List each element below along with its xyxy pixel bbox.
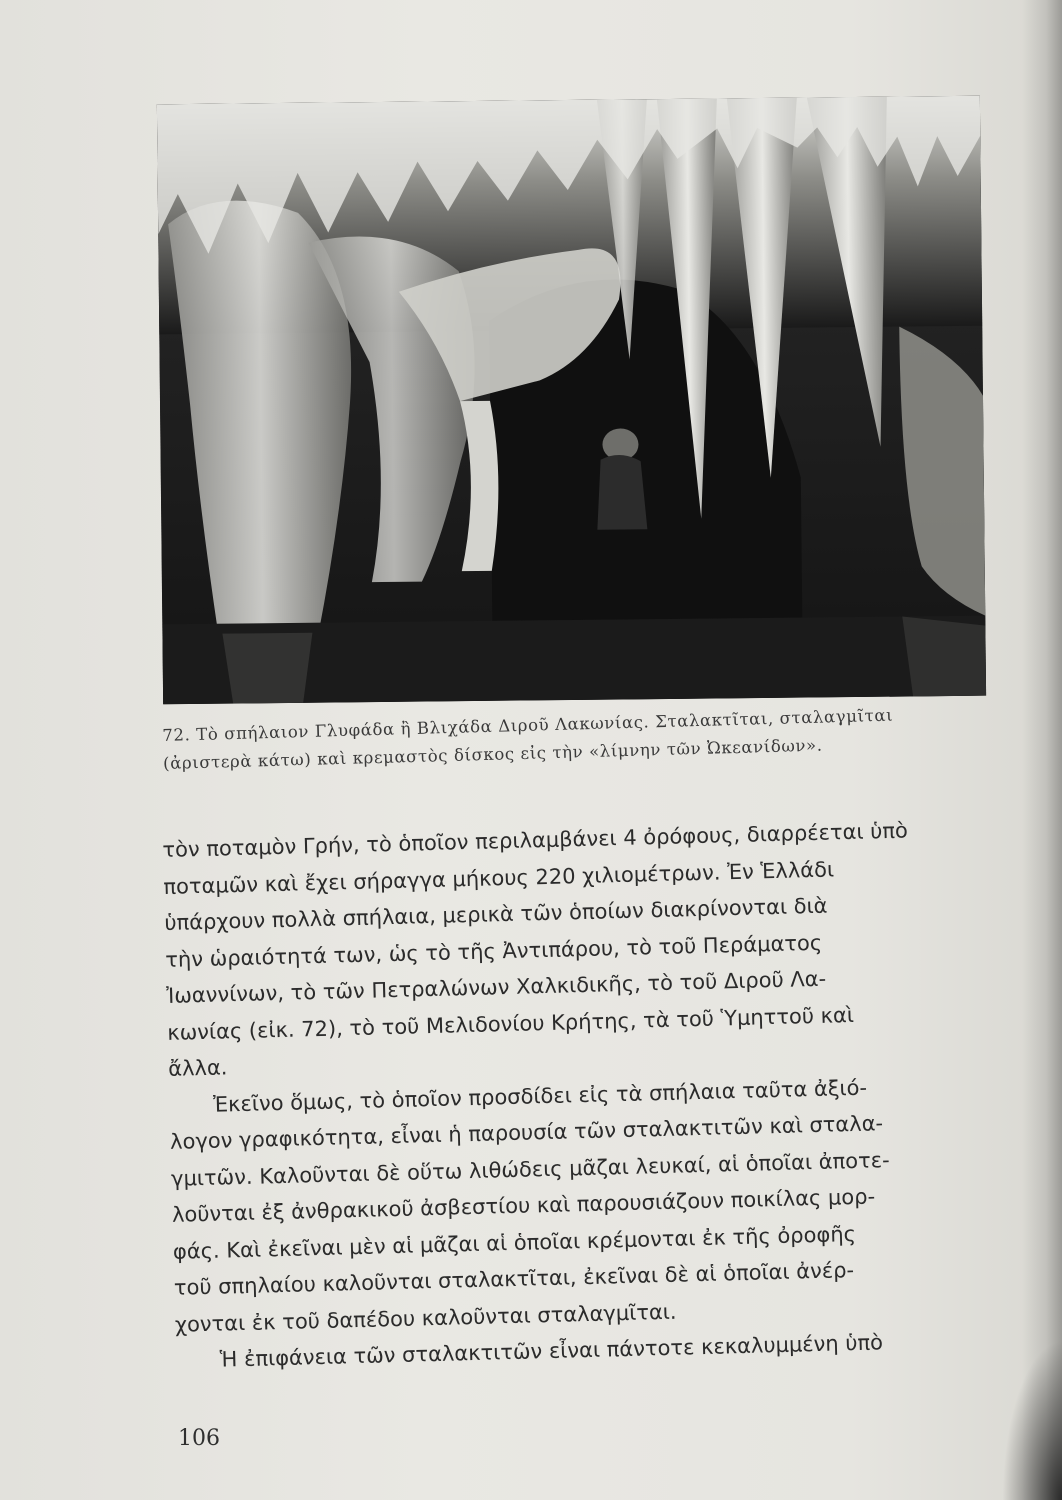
body-line: Ἐκεῖνο ὅμως, τὸ ὁποῖον προσδίδει εἰς τὰ σπήλαια ταῦτα ἀξιό-: [212, 1075, 868, 1117]
body-line: χονται ἐκ τοῦ δαπέδου καλοῦνται σταλαγμῖται.: [174, 1299, 677, 1337]
body-line: ἄλλα.: [167, 1055, 228, 1081]
body-line: τοῦ σπηλαίου καλοῦνται σταλακτῖται, ἐκεῖναι δὲ αἱ ὁποῖαι ἀνέρ-: [173, 1258, 855, 1300]
body-line: ὑπάρχουν πολλὰ σπήλαια, μερικὰ τῶν ὁποίων διακρίνονται διὰ: [164, 893, 828, 935]
cave-photo-figure: [157, 96, 986, 705]
caption-line: 72. Τὸ σπήλαιον Γλυφάδα ἢ Βλιχάδα Διροῦ Λακωνίας. Σταλακτῖται, σταλαγμῖται: [162, 705, 894, 745]
page-edge-shadow: [1022, 0, 1062, 1500]
body-line: τὸν ποταμὸν Γρήν, τὸ ὁποῖον περιλαμβάνει 4 ὀρόφους, διαρρέεται ὑπὸ: [162, 818, 909, 862]
body-line: κωνίας (εἰκ. 72), τὸ τοῦ Μελιδονίου Κρήτης, τὰ τοῦ Ὑμηττοῦ καὶ: [166, 1002, 855, 1045]
body-line: λοῦνται ἐξ ἀνθρακικοῦ ἀσβεστίου καὶ παρουσιάζουν ποικίλας μορ-: [171, 1184, 876, 1227]
figure-caption: [162, 699, 983, 778]
body-line: Ἡ ἐπιφάνεια τῶν σταλακτιτῶν εἶναι πάντοτε κεκαλυμμένη ὑπὸ: [219, 1330, 884, 1372]
body-line: λογον γραφικότητα, εἶναι ἡ παρουσία τῶν σταλακτιτῶν καὶ σταλα-: [169, 1111, 884, 1154]
page-number: 106: [178, 1426, 220, 1451]
body-line: Ἰωαννίνων, τὸ τῶν Πετραλώνων Χαλκιδικῆς, τὸ τοῦ Διροῦ Λα-: [165, 966, 827, 1008]
body-line: ποταμῶν καὶ ἔχει σήραγγα μήκους 220 χιλιομέτρων. Ἐν Ἑλλάδι: [163, 856, 835, 899]
cave-photo-icon: [157, 96, 986, 705]
corner-shadow: [1002, 1340, 1062, 1500]
body-text: [162, 810, 1006, 1379]
body-line: γμιτῶν. Καλοῦνται δὲ οὕτω λιθώδεις μᾶζαι λευκαί, αἱ ὁποῖαι ἀποτε-: [170, 1147, 890, 1191]
body-line: φάς. Καὶ ἐκεῖναι μὲν αἱ μᾶζαι αἱ ὁποῖαι κρέμονται ἐκ τῆς ὀροφῆς: [172, 1221, 857, 1264]
body-line: τὴν ὡραιότητά των, ὡς τὸ τῆς Ἀντιπάρου, τὸ τοῦ Περάματος: [165, 930, 823, 972]
caption-line: (ἀριστερὰ κάτω) καὶ κρεμαστὸς δίσκος εἰς τὴν «λίμνην τῶν Ὠκεανίδων».: [162, 735, 823, 773]
